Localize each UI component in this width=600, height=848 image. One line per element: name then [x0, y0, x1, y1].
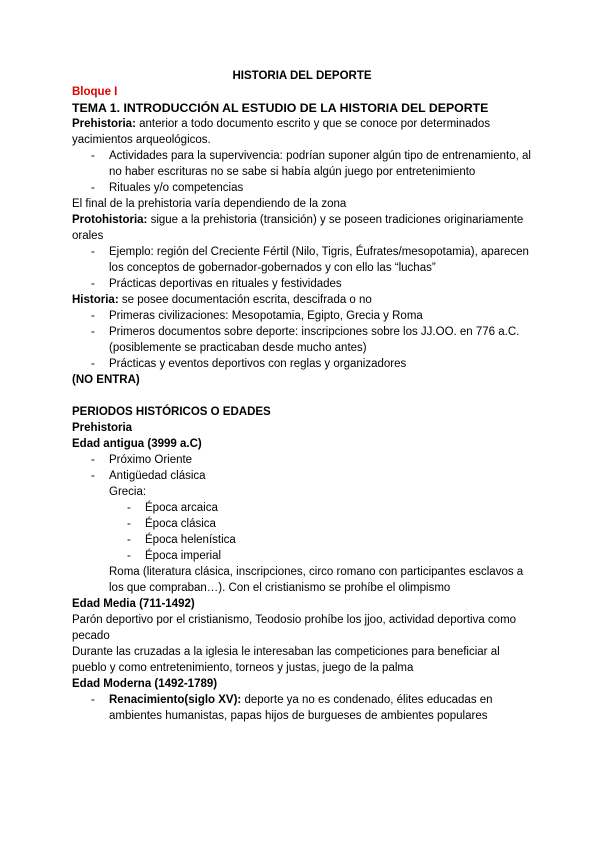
edad-media-heading: Edad Media (711-1492)	[72, 598, 195, 610]
list-item: - Primeras civilizaciones: Mesopotamia, Egipto, Grecia y Roma	[72, 308, 532, 324]
periodos-heading: PERIODOS HISTÓRICOS O EDADES	[72, 406, 271, 418]
roma-paragraph: Roma (literatura clásica, inscripciones, circo romano con participantes esclavos a los que compraban…). Con el cristianismo se prohíbe el olimpismo	[109, 566, 524, 594]
list-item: - Primeros documentos sobre deporte: inscripciones sobre los JJ.OO. en 776 a.C. (posiblemente se practicaban desde mucho antes)	[72, 324, 532, 356]
list-item: - Antigüedad clásica	[72, 468, 532, 484]
list-item: - Rituales y/o competencias	[72, 180, 532, 196]
prehistoria-paragraph	[72, 116, 532, 148]
list-item: - Época arcaica	[72, 500, 532, 516]
document-page	[72, 68, 532, 724]
protohistoria-definition: sigue a la prehistoria (transición) y se poseen tradiciones originariamente orales	[72, 214, 524, 242]
list-item: - Época imperial	[72, 548, 532, 564]
prehistoria-term: Prehistoria:	[72, 118, 136, 130]
edad-moderna-heading: Edad Moderna (1492-1789)	[72, 678, 218, 690]
renacimiento-definition: deporte ya no es condenado, élites educadas en ambientes humanistas, papas hijos de burgueses de ambientes populares	[109, 694, 493, 722]
historia-paragraph	[72, 292, 532, 308]
list-item: - Actividades para la supervivencia: podrían suponer algún tipo de entrenamiento, al no haber escrituras no se sabe si había algún juego por entretenimiento	[72, 148, 532, 180]
list-item: - Época clásica	[72, 516, 532, 532]
grecia-label: Grecia:	[109, 486, 147, 498]
renacimiento-term: Renacimiento(siglo XV):	[109, 694, 242, 706]
list-item	[72, 692, 532, 724]
block-label: Bloque I	[72, 86, 118, 98]
no-entra-note: (NO ENTRA)	[72, 374, 140, 386]
prehistoria-heading: Prehistoria	[72, 422, 133, 434]
document-title: HISTORIA DEL DEPORTE	[232, 70, 372, 82]
list-item: - Prácticas deportivas en rituales y festividades	[72, 276, 532, 292]
list-item: - Época helenística	[72, 532, 532, 548]
protohistoria-term: Protohistoria:	[72, 214, 148, 226]
edad-media-paragraph-2: Durante las cruzadas a la iglesia le interesaban las competiciones para beneficiar al pueblo y como entretenimiento, torneos y justas, juego de la palma	[72, 646, 500, 674]
edad-media-paragraph-1: Parón deportivo por el cristianismo, Teodosio prohíbe los jjoo, actividad deportiva como pecado	[72, 614, 517, 642]
prehistoria-note: El final de la prehistoria varía dependiendo de la zona	[72, 198, 347, 210]
list-item: - Prácticas y eventos deportivos con reglas y organizadores	[72, 356, 532, 372]
spacer	[72, 388, 532, 404]
edad-antigua-heading: Edad antigua (3999 a.C)	[72, 438, 202, 450]
tema-heading: TEMA 1. INTRODUCCIÓN AL ESTUDIO DE LA HISTORIA DEL DEPORTE	[72, 101, 489, 115]
historia-term: Historia:	[72, 294, 119, 306]
historia-definition: se posee documentación escrita, descifrada o no	[118, 294, 372, 306]
list-item: - Próximo Oriente	[72, 452, 532, 468]
protohistoria-paragraph	[72, 212, 532, 244]
prehistoria-definition: anterior a todo documento escrito y que se conoce por determinados yacimientos arqueológicos.	[72, 118, 491, 146]
list-item: - Ejemplo: región del Creciente Fértil (Nilo, Tigris, Éufrates/mesopotamia), aparecen los conceptos de gobernador-gobernados y con ello las “luchas”	[72, 244, 532, 276]
